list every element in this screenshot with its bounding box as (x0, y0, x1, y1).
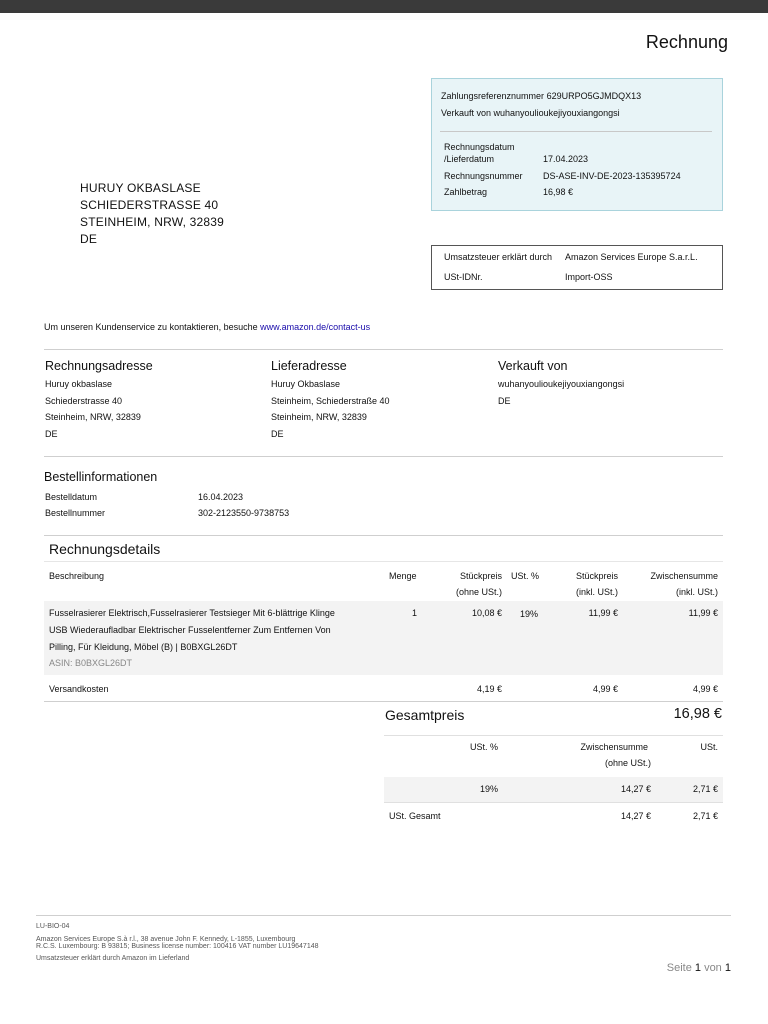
footer-line: Amazon Services Europe S.à r.l., 38 avenue John F. Kennedy, L-1855, Luxembourg (36, 936, 296, 943)
col-unit-gross-1: Stückpreis (575, 571, 618, 581)
col-unit-net-2: (ohne USt.) (455, 587, 502, 597)
col-unit-net-1: Stückpreis (459, 571, 502, 581)
col-subtotal-2: (inkl. USt.) (675, 587, 718, 597)
footer-line: R.C.S. Luxembourg: B 93815; Business license number: 100416 VAT number LU19647148 (36, 943, 319, 950)
payment-reference-value: 629URPO5GJMDQX13 (546, 91, 642, 101)
total-value: 16,98 € (673, 706, 722, 722)
contact-text: Um unseren Kundenservice zu kontaktieren, besuche (44, 322, 261, 332)
col-subtotal-1: Zwischensumme (650, 571, 718, 581)
item-vat: 19% (520, 609, 539, 619)
col-unit-gross-2: (inkl. USt.) (575, 587, 618, 597)
divider (44, 561, 723, 562)
invoice-date-value: 17.04.2023 (543, 154, 589, 164)
item-desc-line: USB Wiederaufladbar Elektrischer Fusselentferner Zum Entfernen Von (49, 625, 331, 635)
footer-line: Umsatzsteuer erklärt durch Amazon im Lieferland (36, 955, 190, 962)
billing-address (45, 359, 153, 442)
seller-info (498, 359, 624, 409)
top-bar (0, 0, 768, 13)
item-desc-line: Fusselrasierer Elektrisch,Fusselrasierer Testsieger Mit 6-blättrige Klinge (49, 608, 335, 618)
item-quantity: 1 (412, 608, 418, 618)
divider (384, 802, 723, 803)
billing-line: Huruy okbaslase (45, 379, 113, 389)
vat-id-value: Import-OSS (565, 272, 613, 282)
recipient-line: HURUY OKBASLASE (80, 181, 201, 195)
col-vat: USt. % (511, 571, 540, 581)
seller-heading: Verkauft von (498, 359, 568, 373)
current-page: 1 (694, 962, 701, 974)
shipping-line: Steinheim, Schiederstraße 40 (271, 395, 390, 406)
col-description: Beschreibung (49, 571, 105, 581)
tax-total-label: USt. Gesamt (389, 811, 441, 821)
details-heading: Rechnungsdetails (49, 541, 161, 557)
item-desc-line: Pilling, Für Kleidung, Möbel (B) | B0BXGL26DT (49, 642, 238, 652)
tax-row-subtotal: 14,27 € (620, 784, 651, 794)
tax-col-subtotal-1: Zwischensumme (580, 742, 648, 752)
item-asin: ASIN: B0BXGL26DT (49, 658, 133, 668)
shipping-cost-label: Versandkosten (49, 684, 109, 694)
divider (44, 535, 723, 536)
invoice-number-value: DS-ASE-INV-DE-2023-135395724 (543, 171, 681, 181)
item-unit-gross: 11,99 € (588, 608, 618, 618)
footer-divider (36, 915, 731, 916)
invoice-number-label: Rechnungsnummer (444, 171, 523, 181)
order-date-label: Bestelldatum (45, 492, 98, 502)
invoice-date-label-2: /Lieferdatum (444, 154, 495, 164)
tax-col-tax: USt. (700, 742, 718, 752)
shipping-unit-gross: 4,99 € (592, 684, 618, 694)
of-label: von (704, 962, 722, 974)
shipping-line: Steinheim, NRW, 32839 (271, 412, 367, 422)
vat-declared-label: Umsatzsteuer erklärt durch (444, 252, 553, 262)
document-title: Rechnung (645, 32, 728, 52)
shipping-address (271, 359, 390, 442)
col-quantity: Menge (389, 571, 417, 581)
divider (384, 735, 723, 736)
billing-line: DE (45, 428, 58, 439)
invoice-date-label-1: Rechnungsdatum (444, 142, 515, 152)
payment-info-box (431, 78, 723, 211)
tax-col-vat: USt. % (469, 742, 498, 752)
seller-line: DE (498, 395, 511, 406)
amount-value: 16,98 € (543, 187, 574, 197)
tax-col-subtotal-2: (ohne USt.) (604, 758, 651, 768)
item-unit-net: 10,08 € (471, 608, 502, 618)
divider (44, 701, 723, 702)
info-divider (440, 131, 712, 132)
recipient-line: DE (80, 232, 98, 246)
order-heading: Bestellinformationen (44, 470, 158, 484)
page-label: Seite (666, 962, 692, 974)
shipping-line: Huruy Okbaslase (271, 379, 341, 389)
seller-line: wuhanyoulioukejiyouxiangongsi (498, 379, 625, 389)
tax-row-vat: 19% (479, 784, 498, 794)
recipient-line: SCHIEDERSTRASSE 40 (80, 198, 219, 212)
payment-reference-label: Zahlungsreferenznummer (441, 91, 545, 101)
divider (44, 349, 723, 350)
order-number-value: 302-2123550-9738753 (198, 508, 290, 518)
total-label: Gesamtpreis (385, 707, 465, 723)
shipping-unit-net: 4,19 € (476, 684, 502, 694)
order-date-value: 16.04.2023 (198, 492, 244, 502)
recipient-line: STEINHEIM, NRW, 32839 (80, 215, 225, 229)
billing-line: Schiederstrasse 40 (45, 395, 123, 406)
customer-service-note (44, 322, 370, 332)
billing-line: Steinheim, NRW, 32839 (45, 412, 141, 422)
shipping-line: DE (271, 428, 284, 439)
divider (44, 456, 723, 457)
tax-total-subtotal: 14,27 € (620, 811, 651, 821)
billing-heading: Rechnungsadresse (45, 359, 153, 373)
vat-id-label: USt-IDNr. (444, 272, 483, 282)
item-subtotal: 11,99 € (688, 608, 718, 618)
recipient-address (80, 180, 224, 248)
shipping-subtotal: 4,99 € (692, 684, 718, 694)
page-number (667, 962, 731, 974)
footer-code: LU-BIO-04 (36, 923, 70, 930)
vat-declaration-box (431, 245, 723, 290)
sold-by-line: Verkauft von wuhanyoulioukejiyouxiangongsi (441, 108, 620, 118)
shipping-heading: Lieferadresse (271, 359, 347, 373)
contact-link[interactable]: www.amazon.de/contact-us (260, 322, 371, 332)
amount-label: Zahlbetrag (444, 187, 488, 197)
tax-total-tax: 2,71 € (692, 811, 718, 821)
payment-reference (441, 91, 641, 101)
total-pages: 1 (724, 962, 731, 974)
order-number-label: Bestellnummer (45, 508, 106, 518)
vat-declared-value: Amazon Services Europe S.a.r.L. (565, 252, 698, 262)
tax-row-tax: 2,71 € (692, 784, 718, 794)
